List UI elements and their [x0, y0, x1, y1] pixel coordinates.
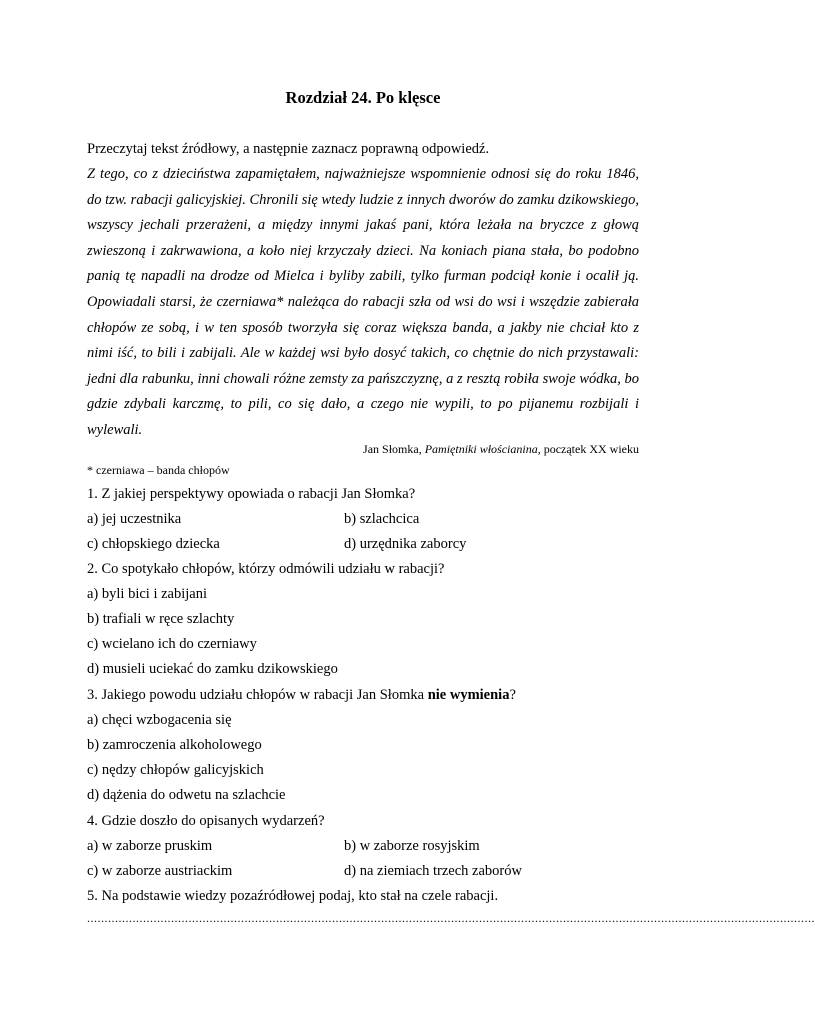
q1-option-b[interactable]: b) szlachcica: [344, 511, 420, 527]
q3-emphasis: nie wymienia: [427, 687, 510, 703]
footnote: * czerniawa – banda chłopów: [87, 463, 230, 477]
q2-option-b[interactable]: b) trafiali w ręce szlachty: [87, 611, 235, 627]
q2-option-d[interactable]: d) musieli uciekać do zamku dzikowskiego: [87, 661, 338, 677]
question-1: 1. Z jakiej perspektywy opowiada o rabacji Jan Słomka?: [87, 486, 416, 502]
answer-line[interactable]: ................................................................................................................................................................................................................: [87, 911, 815, 925]
q1-option-a[interactable]: a) jej uczestnika: [87, 511, 182, 527]
chapter-title: Rozdział 24. Po klęsce: [285, 88, 441, 107]
source-citation: [363, 440, 639, 458]
question-3: [87, 684, 516, 706]
q3-option-d[interactable]: d) dążenia do odwetu na szlachcie: [87, 787, 286, 803]
q3-option-b[interactable]: b) zamroczenia alkoholowego: [87, 737, 262, 753]
q3-option-a[interactable]: a) chęci wzbogacenia się: [87, 712, 232, 728]
q1-option-d[interactable]: d) urzędnika zaborcy: [344, 536, 467, 552]
q3-text-after: ?: [509, 687, 516, 703]
q3-text-before: 3. Jakiego powodu udziału chłopów w rabacji Jan Słomka: [87, 687, 428, 703]
citation-author: Jan Słomka,: [363, 442, 425, 456]
citation-work: Pamiętniki włościanina: [424, 442, 538, 456]
q4-option-c[interactable]: c) w zaborze austriackim: [87, 863, 233, 879]
question-2: 2. Co spotykało chłopów, którzy odmówili udziału w rabacji?: [87, 561, 445, 577]
question-5: 5. Na podstawie wiedzy pozaźródłowej podaj, kto stał na czele rabacji.: [87, 888, 499, 904]
instruction-text: Przeczytaj tekst źródłowy, a następnie zaznacz poprawną odpowiedź.: [87, 141, 490, 157]
source-paragraph: Opowiadali starsi, że czerniawa* należąca do rabacji szła od wsi do wsi i wszędzie zabierała chłopów ze sobą, i w ten sposób tworzyła się coraz większa banda, a jakby nie chciał kto z nimi iść, to bili i zabijali. Ale w każdej wsi było dosyć takich, co chętnie do nich przystawali: jedni dla rabunku, inni chowali różne zemsty za pańszczyznę, a z resztą robiła swoje wódka, bo gdzie zdybali karczmę, to pili, co się dało, a czego nie wypili, to po pijanemu rozbijali i wylewali.: [87, 293, 639, 438]
q4-option-d[interactable]: d) na ziemiach trzech zaborów: [344, 863, 522, 879]
source-text: [87, 162, 639, 444]
source-paragraph: Z tego, co z dzieciństwa zapamiętałem, najważniejsze wspomnienie odnosi się do roku 1846, do tzw. rabacji galicyjskiej. Chronili się wtedy ludzie z innych dworów do zamku dzikowskiego, wszyscy jechali przerażeni, a między innymi jakaś pani, która leżała na bryczce z głową zwieszoną i zakrwawiona, a koło niej krzyczały dzieci. Na koniach piana stała, bo podobno panią tę napadli na drodze od Mielca i byliby zabili, tylko furman podciął konie i ocalił ją.: [87, 166, 639, 285]
q3-option-c[interactable]: c) nędzy chłopów galicyjskich: [87, 762, 264, 778]
q4-option-b[interactable]: b) w zaborze rosyjskim: [344, 838, 480, 854]
q2-option-c[interactable]: c) wcielano ich do czerniawy: [87, 636, 257, 652]
question-4: 4. Gdzie doszło do opisanych wydarzeń?: [87, 813, 325, 829]
q2-option-a[interactable]: a) byli bici i zabijani: [87, 586, 207, 602]
q4-option-a[interactable]: a) w zaborze pruskim: [87, 838, 213, 854]
q1-option-c[interactable]: c) chłopskiego dziecka: [87, 536, 220, 552]
citation-suffix: , początek XX wieku: [537, 442, 639, 456]
